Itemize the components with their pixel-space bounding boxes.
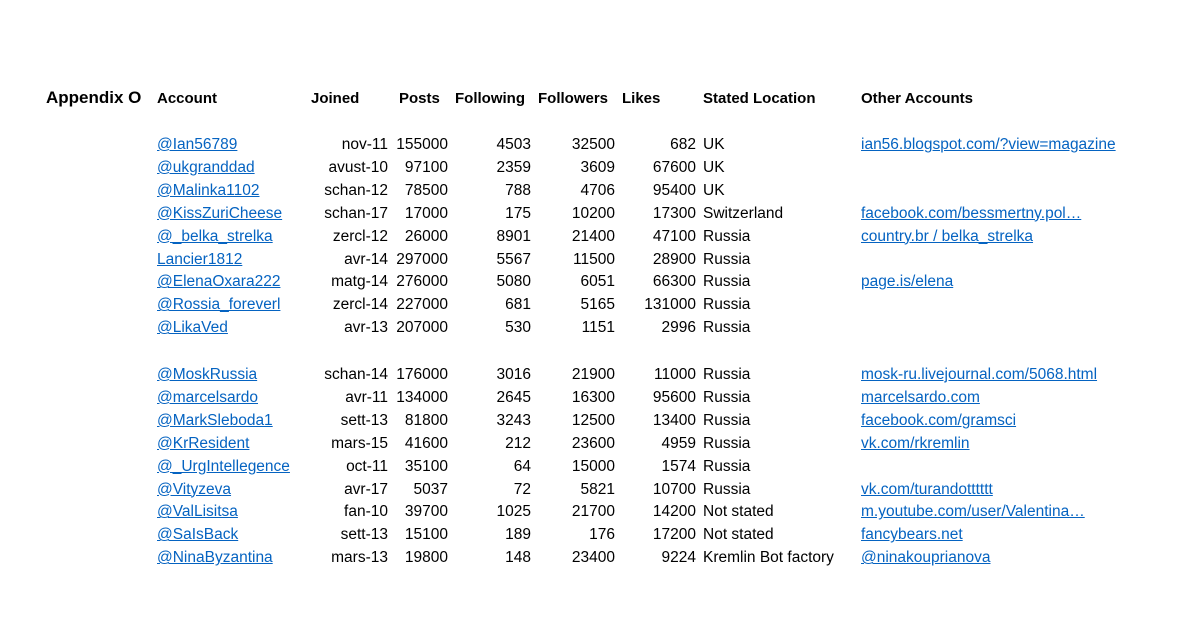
account-link[interactable]: @MoskRussia [157,366,258,383]
followers-cell: 4706 [580,181,615,199]
table-row [0,270,1200,293]
table-row [0,432,1200,455]
table-row [0,316,1200,339]
account-link[interactable]: @NinaByzantina [157,549,273,567]
table-row [0,500,1200,523]
stated-location-cell: Not stated [703,526,774,544]
header-stated-location: Stated Location [703,90,816,107]
account-link[interactable]: @Malinka1102 [157,181,260,199]
account-link[interactable]: @KissZuriCheese [157,204,283,222]
account-link[interactable]: @ukgranddad [157,158,255,176]
followers-cell: 10200 [571,204,615,222]
following-cell: 8901 [496,227,531,245]
likes-cell: 131000 [644,296,696,314]
other-account-link[interactable]: m.youtube.com/user/Valentina… [861,503,1085,521]
header-joined: Joined [311,90,360,107]
table-row [0,523,1200,546]
joined-cell: schan-12 [324,181,388,199]
followers-cell: 11500 [573,250,615,268]
table-row [0,156,1200,179]
likes-cell: 17300 [652,204,696,222]
stated-location-cell: Russia [703,273,751,291]
header-followers: Followers [538,90,609,107]
stated-location-cell: Russia [703,411,751,429]
posts-cell: 78500 [404,181,448,199]
following-cell: 3016 [496,366,531,383]
posts-cell: 97100 [404,158,448,176]
likes-cell: 14200 [652,503,696,521]
account-link[interactable]: @SaIsBack [157,526,239,544]
joined-cell: avr-11 [345,388,388,406]
other-account-link[interactable]: country.br / belka_strelka [861,227,1034,245]
joined-cell: avr-17 [344,480,388,498]
stated-location-cell: Russia [703,250,751,268]
likes-cell: 17200 [652,526,696,544]
stated-location-cell: Russia [703,457,751,475]
account-link[interactable]: @LikaVed [157,319,228,337]
stated-location-cell: Russia [703,366,751,383]
account-link[interactable]: @_UrgIntellegence [157,457,290,475]
following-cell: 530 [505,319,531,337]
followers-cell: 5165 [580,296,615,314]
stated-location-cell: UK [703,136,725,153]
likes-cell: 28900 [652,250,696,268]
other-account-link[interactable]: vk.com/turandotttttt [861,480,993,498]
other-account-link[interactable]: marcelsardo.com [861,388,980,406]
likes-cell: 47100 [652,227,696,245]
joined-cell: zercl-12 [332,227,388,245]
joined-cell: nov-11 [341,136,388,153]
joined-cell: zercl-14 [332,296,388,314]
followers-cell: 6051 [580,273,615,291]
other-account-link[interactable]: page.is/elena [861,273,954,291]
followers-cell: 23600 [571,434,615,452]
other-account-link[interactable]: vk.com/rkremlin [861,434,970,452]
joined-cell: schan-17 [324,204,388,222]
account-link[interactable]: @marcelsardo [157,388,259,406]
posts-cell: 35100 [404,457,448,475]
following-cell: 2645 [496,388,531,406]
other-account-link[interactable]: facebook.com/gramsci [861,411,1017,429]
table-row [0,478,1200,501]
likes-cell: 67600 [652,158,696,176]
header-posts: Posts [399,90,440,107]
other-account-link[interactable]: facebook.com/bessmertny.pol… [861,204,1082,222]
account-link[interactable]: @KrResident [157,434,250,452]
likes-cell: 4959 [661,434,696,452]
followers-cell: 32500 [571,136,615,153]
likes-cell: 66300 [652,273,696,291]
appendix-title: Appendix O [46,88,142,107]
posts-cell: 207000 [396,319,448,337]
following-cell: 2359 [496,158,531,176]
posts-cell: 81800 [404,411,448,429]
posts-cell: 41600 [404,434,448,452]
header-likes: Likes [622,90,661,107]
following-cell: 1025 [496,503,531,521]
joined-cell: sett-13 [340,411,388,429]
following-cell: 3243 [496,411,531,429]
posts-cell: 134000 [396,388,448,406]
other-account-link[interactable]: mosk-ru.livejournal.com/5068.html [861,366,1098,383]
joined-cell: oct-11 [346,457,388,475]
followers-cell: 23400 [571,549,615,567]
posts-cell: 19800 [404,549,448,567]
joined-cell: sett-13 [340,526,388,544]
other-account-link[interactable]: ian56.blogspot.com/?view=magazine [861,136,1116,153]
stated-location-cell: Russia [703,296,751,314]
likes-cell: 9224 [661,549,696,567]
posts-cell: 26000 [404,227,448,245]
stated-location-cell: Russia [703,480,751,498]
account-link[interactable]: @ValLisitsa [157,503,238,521]
other-account-link[interactable]: fancybears.net [861,526,963,544]
other-account-link[interactable]: @ninakouprianova [861,549,991,567]
table-row [0,363,1200,386]
following-cell: 189 [505,526,531,544]
stated-location-cell: Not stated [703,503,774,521]
header-account: Account [157,90,217,107]
stated-location-cell: Russia [703,319,751,337]
posts-cell: 297000 [396,250,448,268]
likes-cell: 682 [670,136,696,153]
following-cell: 681 [505,296,531,314]
followers-cell: 12500 [571,411,615,429]
followers-cell: 21700 [571,503,615,521]
posts-cell: 176000 [396,366,448,383]
posts-cell: 15100 [404,526,448,544]
table-row [0,386,1200,409]
stated-location-cell: UK [703,158,725,176]
account-link[interactable]: @Rossia_foreverl [157,296,281,314]
stated-location-cell: UK [703,181,725,199]
joined-cell: avust-10 [328,158,388,176]
header-other-accounts: Other Accounts [861,90,973,107]
likes-cell: 95400 [652,181,696,199]
posts-cell: 155000 [396,136,448,153]
account-link[interactable]: @MarkSleboda1 [157,411,273,429]
following-cell: 64 [513,457,531,475]
following-cell: 175 [505,204,531,222]
likes-cell: 11000 [654,366,696,383]
posts-cell: 17000 [404,204,448,222]
table-row [0,248,1200,271]
table-row [0,179,1200,202]
following-cell: 5567 [496,250,531,268]
following-cell: 148 [505,549,531,567]
table-row [0,293,1200,316]
stated-location-cell: Russia [703,434,751,452]
account-link[interactable]: @_belka_strelka [157,227,273,245]
posts-cell: 39700 [404,503,448,521]
likes-cell: 1574 [661,457,696,475]
posts-cell: 5037 [413,480,448,498]
followers-cell: 21400 [571,227,615,245]
table-row [0,546,1200,569]
header-following: Following [455,90,525,107]
account-link[interactable]: Lancier1812 [157,250,243,268]
likes-cell: 10700 [652,480,696,498]
joined-cell: matg-14 [331,273,388,291]
joined-cell: mars-13 [331,549,388,567]
likes-cell: 13400 [652,411,696,429]
following-cell: 788 [505,181,531,199]
account-link[interactable]: @ElenaOxara222 [157,273,281,291]
following-cell: 212 [505,434,531,452]
joined-cell: schan-14 [324,366,388,383]
followers-cell: 3609 [580,158,615,176]
account-link[interactable]: @Vityzeva [157,480,232,498]
followers-cell: 5821 [580,480,615,498]
posts-cell: 276000 [396,273,448,291]
account-link[interactable]: @Ian56789 [157,136,238,153]
likes-cell: 95600 [652,388,696,406]
joined-cell: avr-13 [344,319,388,337]
joined-cell: mars-15 [331,434,388,452]
stated-location-cell: Switzerland [703,204,784,222]
following-cell: 72 [513,480,531,498]
table-row [0,455,1200,478]
table-row [0,225,1200,248]
stated-location-cell: Kremlin Bot factory [703,549,834,567]
stated-location-cell: Russia [703,227,751,245]
followers-cell: 16300 [571,388,615,406]
following-cell: 4503 [496,136,531,153]
following-cell: 5080 [496,273,531,291]
table-row [0,133,1200,156]
stated-location-cell: Russia [703,388,751,406]
posts-cell: 227000 [396,296,448,314]
followers-cell: 176 [589,526,615,544]
joined-cell: fan-10 [344,503,388,521]
joined-cell: avr-14 [344,250,388,268]
followers-cell: 1151 [581,319,615,337]
followers-cell: 21900 [571,366,615,383]
table-row [0,202,1200,225]
followers-cell: 15000 [571,457,615,475]
likes-cell: 2996 [661,319,696,337]
table-row [0,409,1200,432]
